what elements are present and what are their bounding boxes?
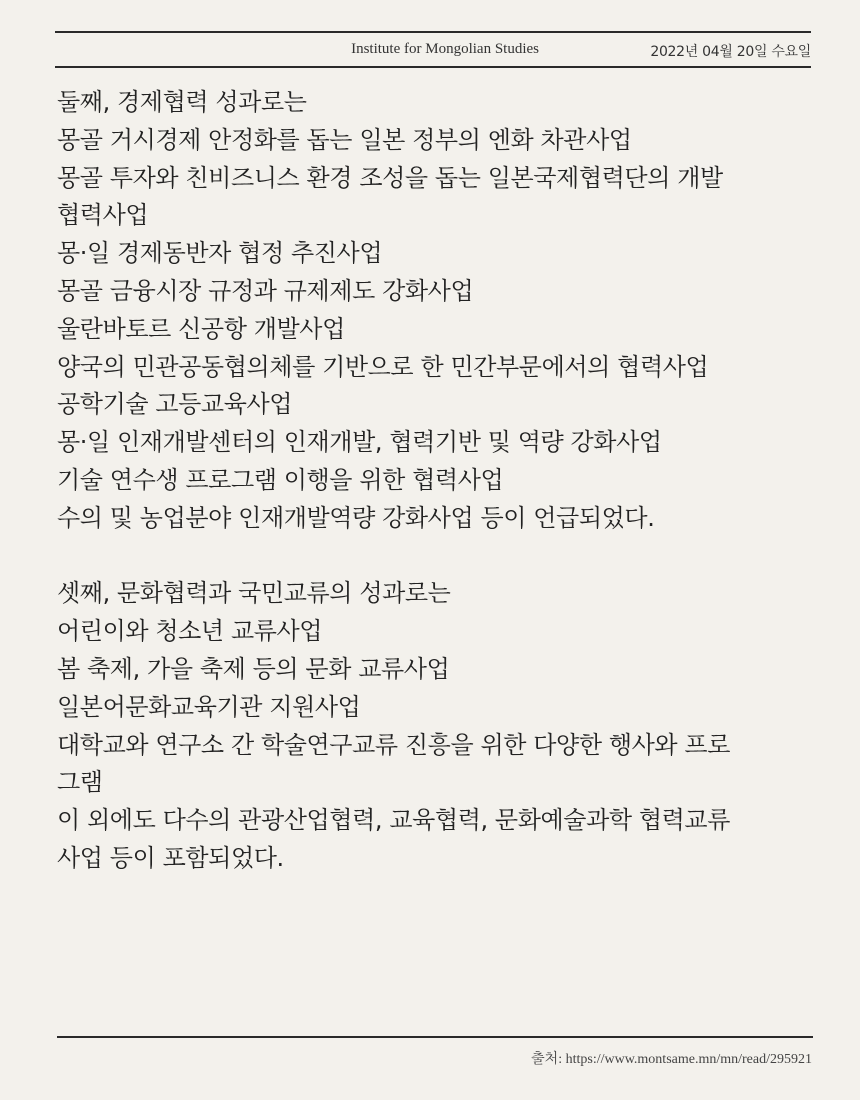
footer-rule (57, 1036, 813, 1038)
list-item: 몽·일 경제동반자 협정 추진사업 (57, 239, 383, 268)
list-item-continuation: 그램 (57, 768, 103, 797)
list-item: 공학기술 고등교육사업 (57, 390, 293, 419)
publication-date: 2022년 04월 20일 수요일 (650, 44, 811, 60)
cultural-exchange-section (57, 575, 817, 877)
page-header (55, 40, 811, 62)
article-body (57, 84, 817, 878)
list-item: 이 외에도 다수의 관광산업협력, 교육협력, 문화예술과학 협력교류 (57, 806, 730, 835)
list-item: 양국의 민관공동협의체를 기반으로 한 민간부문에서의 협력사업 (57, 352, 709, 381)
institute-name: Institute for Mongolian Studies (351, 41, 539, 57)
list-item: 일본어문화교육기관 지원사업 (57, 692, 361, 721)
header-bottom-rule (55, 66, 811, 68)
section-heading: 셋째, 문화협력과 국민교류의 성과로는 (57, 579, 451, 608)
economic-cooperation-section (57, 84, 817, 538)
list-item: 몽골 금융시장 규정과 규제제도 강화사업 (57, 276, 474, 305)
list-item-continuation: 협력사업 (57, 201, 149, 230)
list-item: 몽골 거시경제 안정화를 돕는 일본 정부의 엔화 차관사업 (57, 125, 632, 154)
list-item: 울란바토르 신공항 개발사업 (57, 314, 345, 343)
list-item: 수의 및 농업분야 인재개발역량 강화사업 등이 언급되었다. (57, 503, 655, 532)
section-heading: 둘째, 경제협력 성과로는 (57, 88, 307, 116)
header-top-rule (55, 31, 811, 33)
list-item: 대학교와 연구소 간 학술연구교류 진흥을 위한 다양한 행사와 프로 (57, 730, 730, 759)
list-item: 봄 축제, 가을 축제 등의 문화 교류사업 (57, 654, 450, 683)
source-citation: 출처: https://www.montsame.mn/mn/read/295921 (531, 1052, 812, 1067)
list-item: 어린이와 청소년 교류사업 (57, 617, 323, 646)
list-item: 몽·일 인재개발센터의 인재개발, 협력기반 및 역량 강화사업 (57, 428, 662, 457)
paragraph-gap (57, 538, 817, 576)
list-item-continuation: 사업 등이 포함되었다. (57, 843, 284, 872)
list-item: 기술 연수생 프로그램 이행을 위한 협력사업 (57, 465, 504, 494)
list-item: 몽골 투자와 친비즈니스 환경 조성을 돕는 일본국제협력단의 개발 (57, 163, 723, 192)
